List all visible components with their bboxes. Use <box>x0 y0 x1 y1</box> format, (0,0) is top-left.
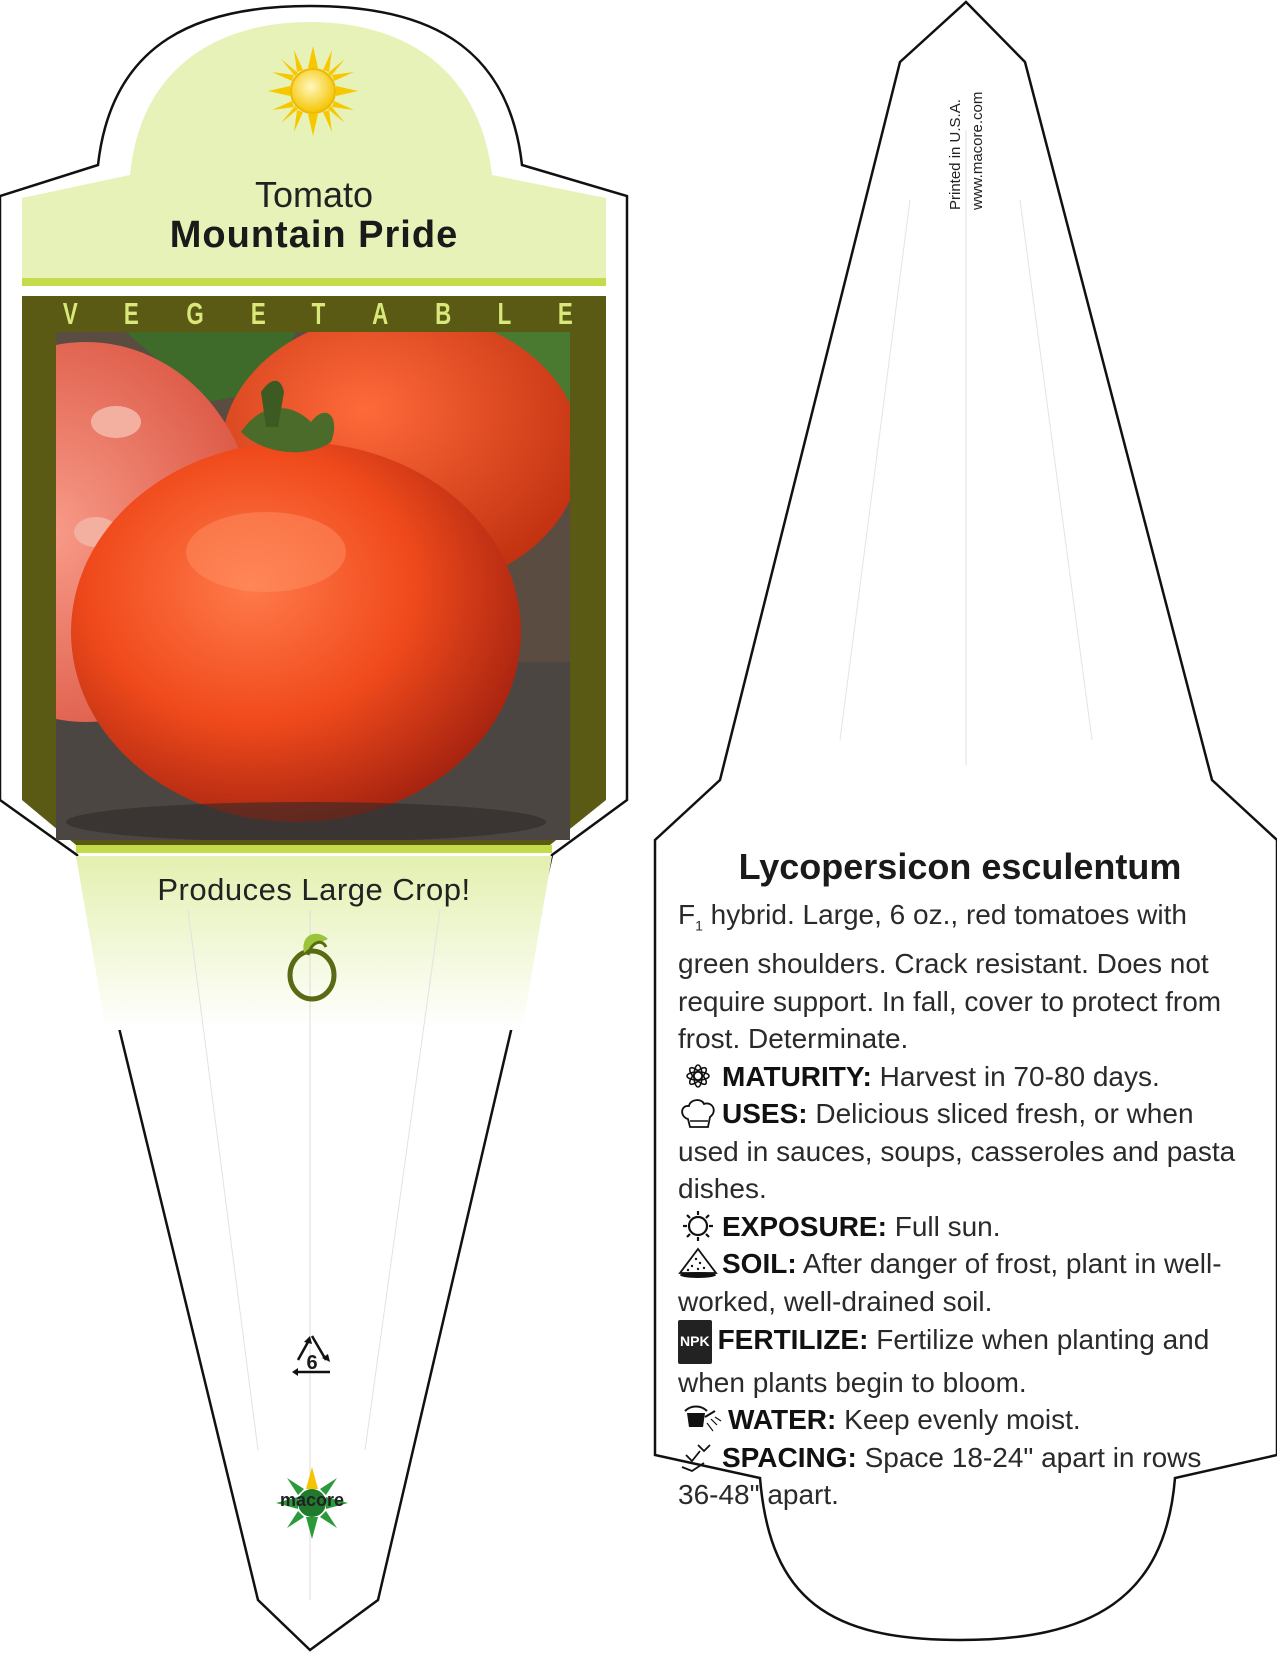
soil-row <box>678 1245 1244 1320</box>
category-letter: A <box>372 296 389 331</box>
print-info <box>945 92 989 210</box>
category-label <box>22 296 610 332</box>
category-letter: V <box>62 296 78 331</box>
chef-hat-icon <box>678 1097 718 1129</box>
maturity-label: MATURITY: <box>722 1060 872 1092</box>
spacing-icon <box>678 1441 718 1473</box>
water-text: Keep evenly moist. <box>836 1404 1081 1436</box>
common-name: Tomato <box>254 174 374 215</box>
category-letter: L <box>498 296 512 331</box>
soil-text: After danger of frost, plant in well-worked, well-drained soil. <box>678 1248 1222 1317</box>
category-letter: T <box>312 296 326 331</box>
exposure-text: Full sun. <box>886 1210 1001 1242</box>
uses-text: Delicious sliced fresh, or when used in sauces, soups, casseroles and pasta dishes. <box>678 1098 1236 1205</box>
variety-name: Mountain Pride <box>169 214 459 256</box>
fertilize-text: Fertilize when planting and when plants begin to bloom. <box>678 1324 1210 1398</box>
soil-label: SOIL: <box>722 1248 797 1280</box>
brand-name: macore <box>279 1490 345 1510</box>
recycle-code: 6 <box>306 1352 318 1374</box>
maturity-text: Harvest in 70-80 days. <box>871 1060 1160 1092</box>
fertilize-label: FERTILIZE: <box>717 1324 869 1356</box>
hybrid-subscript: 1 <box>695 917 703 934</box>
exposure-label: EXPOSURE: <box>722 1210 887 1242</box>
fertilize-row <box>678 1320 1244 1401</box>
category-letter: E <box>250 296 266 331</box>
sprout-icon <box>282 925 342 1005</box>
soil-icon <box>678 1247 718 1279</box>
category-letter: G <box>186 296 204 331</box>
category-letter: B <box>435 296 452 331</box>
spacing-label: SPACING: <box>722 1441 857 1473</box>
spacing-row <box>678 1439 1244 1514</box>
category-letter: E <box>558 296 574 331</box>
printed-line: Printed in U.S.A. <box>947 99 964 210</box>
plant-description <box>678 896 1244 1514</box>
uses-row <box>678 1095 1244 1208</box>
exposure-row <box>678 1208 1244 1246</box>
spacing-text: Space 18-24" apart in rows 36-48" apart. <box>678 1441 1202 1511</box>
uses-label: USES: <box>722 1098 808 1130</box>
intro-paragraph <box>678 896 1244 1058</box>
tagline: Produces Large Crop! <box>157 872 471 907</box>
category-letter: E <box>124 296 140 331</box>
website: www.macore.com <box>969 91 986 210</box>
water-row <box>678 1401 1244 1439</box>
sun-icon <box>268 46 358 136</box>
botanical-name: Lycopersicon esculentum <box>738 846 1182 887</box>
flower-icon <box>678 1060 718 1092</box>
maturity-row <box>678 1058 1244 1096</box>
hybrid-prefix: F <box>678 899 696 930</box>
tomato-photo <box>56 332 570 840</box>
intro-text: hybrid. Large, 6 oz., red tomatoes with green shoulders. Crack resistant. Does not require support. In fall, cover to protect from frost. Determinate. <box>678 899 1222 1055</box>
sun-exposure-icon <box>678 1210 718 1242</box>
watering-can-icon <box>678 1403 724 1435</box>
npk-icon: NPK <box>678 1320 712 1364</box>
water-label: WATER: <box>728 1404 837 1436</box>
